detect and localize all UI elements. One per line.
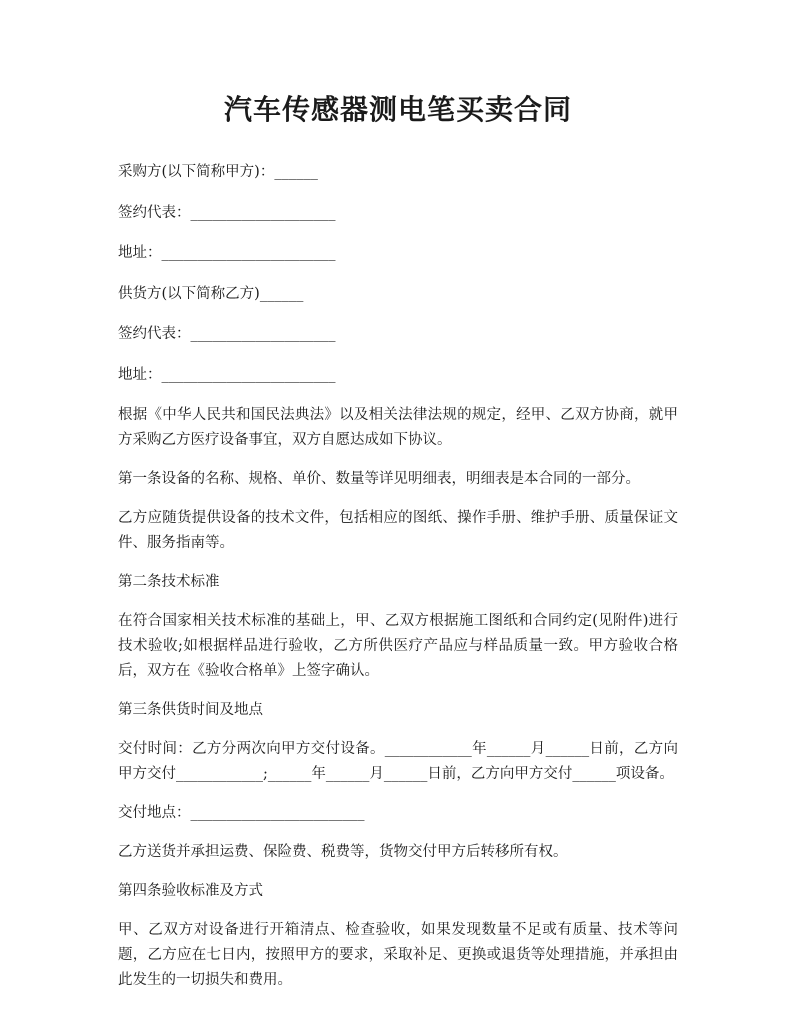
documentation-paragraph: 乙方应随货提供设备的技术文件，包括相应的图纸、操作手册、维护手册、质量保证文件、服务指南等。 <box>118 510 678 551</box>
delivery-place-field: 交付地点：________________________ <box>118 805 365 821</box>
seller-address-field: 地址：________________________ <box>118 366 336 383</box>
buyer-name-field: 采购方(以下简称甲方)：______ <box>118 164 318 180</box>
document-title: 汽车传感器测电笔买卖合同 <box>223 93 572 126</box>
article-2-heading: 第二条技术标准 <box>118 574 220 590</box>
shipping-cost-paragraph: 乙方送货并承担运费、保险费、税费等，货物交付甲方后转移所有权。 <box>118 844 568 860</box>
technical-standard-paragraph: 在符合国家相关技术标准的基础上，甲、乙双方根据施工图纸和合同约定(见附件)进行技术验收;如根据样品进行验收，乙方所供医疗产品应与样品质量一致。甲方验收合格后，双方在《验收合格单》上签字确认。 <box>118 613 678 679</box>
seller-representative-field: 签约代表：____________________ <box>118 326 336 342</box>
article-1-paragraph: 第一条设备的名称、规格、单价、数量等详见明细表，明细表是本合同的一部分。 <box>118 471 640 487</box>
delivery-time-paragraph: 交付时间：乙方分两次向甲方交付设备。____________年______月______日前，乙方向甲方交付____________;______年______月______日前，乙方向甲方交付______项设备。 <box>118 741 678 782</box>
preamble-paragraph: 根据《中华人民共和国民法典法》以及相关法律法规的规定，经甲、乙双方协商，就甲方采购乙方医疗设备事宜，双方自愿达成如下协议。 <box>118 407 678 448</box>
article-4-heading: 第四条验收标准及方式 <box>118 883 263 899</box>
article-3-heading: 第三条供货时间及地点 <box>118 702 263 718</box>
seller-name-field: 供货方(以下简称乙方)______ <box>118 285 304 302</box>
buyer-address-field: 地址：________________________ <box>118 245 336 261</box>
buyer-representative-field: 签约代表：____________________ <box>118 204 336 221</box>
inspection-paragraph: 甲、乙双方对设备进行开箱清点、检查验收，如果发现数量不足或有质量、技术等问题，乙方应在七日内，按照甲方的要求，采取补足、更换或退货等处理措施，并承担由此发生的一切损失和费用。 <box>118 922 678 988</box>
